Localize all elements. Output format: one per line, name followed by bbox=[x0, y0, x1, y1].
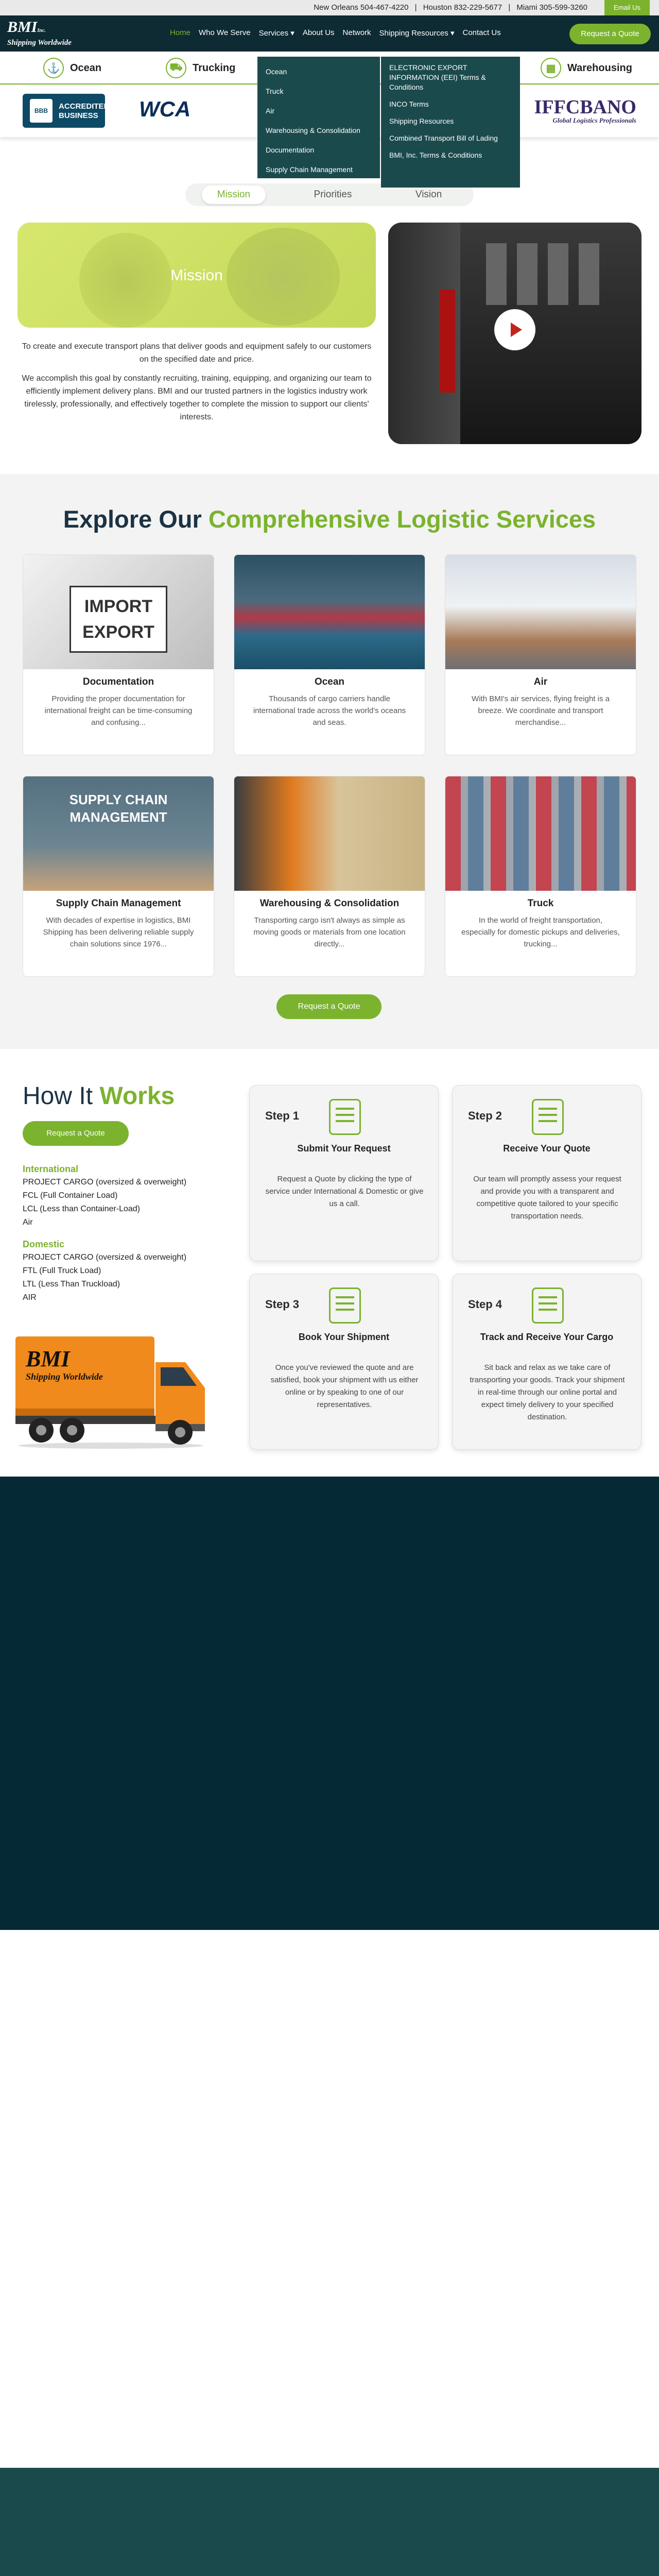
services-request-quote-button[interactable]: Request a Quote bbox=[276, 994, 381, 1019]
dropdown-item-supply-chain[interactable]: Supply Chain Management bbox=[266, 165, 353, 174]
truck-brand-text: BMI bbox=[26, 1346, 70, 1371]
step-number: Step 4 bbox=[468, 1298, 502, 1311]
how-it-works-section bbox=[0, 1049, 659, 1477]
intl-item-air[interactable]: Air bbox=[23, 1218, 33, 1227]
service-card-ocean[interactable] bbox=[234, 554, 425, 755]
services-title bbox=[0, 505, 659, 533]
step-number: Step 1 bbox=[265, 1109, 300, 1122]
services-title-a: Explore Our bbox=[63, 505, 209, 533]
step-title: Book Your Shipment bbox=[298, 1332, 390, 1342]
dropdown-item-documentation[interactable]: Documentation bbox=[266, 146, 315, 154]
dropdown-item-bill-of-lading[interactable]: Combined Transport Bill of Lading bbox=[389, 134, 498, 142]
tab-mission[interactable]: Mission bbox=[202, 185, 266, 204]
intl-item-fcl[interactable]: FCL (Full Container Load) bbox=[23, 1191, 118, 1200]
step-title: Receive Your Quote bbox=[503, 1143, 591, 1154]
service-card-documentation[interactable] bbox=[23, 554, 214, 755]
service-card-air[interactable] bbox=[445, 554, 636, 755]
mission-paragraph-2: We accomplish this goal by constantly recruiting, training, equipping, and organizing our team to efficiently implement delivery plans. BMI and our trusted partners in the logistics industry work tirelessly, professionally, and effectively together to complete the mission to support our clients' interests. bbox=[22, 374, 372, 421]
service-card-supply-chain[interactable] bbox=[23, 776, 214, 977]
service-title: Warehousing & Consolidation bbox=[259, 898, 400, 909]
how-title-a: How It bbox=[23, 1082, 100, 1110]
service-text: With decades of expertise in logistics, BMI Shipping has been delivering reliable supply chain solutions since 1976... bbox=[43, 916, 194, 948]
ocean-icon: ⚓ bbox=[43, 58, 64, 78]
logo-tagline: Shipping Worldwide bbox=[7, 39, 72, 47]
phone-numbers bbox=[311, 3, 589, 12]
booking-icon bbox=[329, 1287, 361, 1324]
service-text: Thousands of cargo carriers handle international trade across the world's oceans and seas. bbox=[253, 694, 406, 727]
shipping-resources-dropdown bbox=[381, 57, 520, 188]
mode-ocean-label: Ocean bbox=[70, 62, 102, 74]
warehouse-icon: ▦ bbox=[541, 58, 561, 78]
mode-warehousing-label: Warehousing bbox=[567, 62, 632, 74]
how-request-quote-button[interactable]: Request a Quote bbox=[23, 1121, 129, 1146]
iffcbano-name: IFFCBANO bbox=[534, 96, 636, 118]
service-card-truck[interactable] bbox=[445, 776, 636, 977]
request-form-icon bbox=[329, 1099, 361, 1135]
nav-menu bbox=[170, 28, 501, 38]
service-title: Truck bbox=[527, 898, 554, 909]
service-text: With BMI's air services, flying freight is a breeze. We coordinate and transport merchandise... bbox=[472, 694, 610, 727]
service-title: Supply Chain Management bbox=[56, 898, 181, 909]
step-title: Submit Your Request bbox=[297, 1143, 391, 1154]
service-title: Documentation bbox=[82, 676, 154, 687]
documentation-image bbox=[23, 555, 214, 669]
tab-vision[interactable]: Vision bbox=[415, 189, 442, 200]
service-text: Providing the proper documentation for international freight can be time-consuming and confusing... bbox=[44, 694, 193, 727]
nav-item-services[interactable]: Services ▾ bbox=[258, 29, 294, 38]
logo-text: BMI bbox=[7, 19, 38, 36]
mode-trucking[interactable] bbox=[166, 57, 235, 79]
step-card-4 bbox=[452, 1274, 641, 1450]
bbb-seal-icon: BBB bbox=[30, 99, 53, 123]
play-icon bbox=[511, 323, 522, 337]
mission-text bbox=[18, 340, 376, 430]
dropdown-item-warehousing[interactable]: Warehousing & Consolidation bbox=[266, 126, 360, 134]
mission-paragraph-1: To create and execute transport plans that deliver goods and equipment safely to our customers on the specified date and price. bbox=[22, 342, 372, 364]
how-title-b: Works bbox=[99, 1082, 175, 1110]
warehousing-image bbox=[234, 776, 425, 891]
truck-icon: ⛟ bbox=[166, 58, 186, 78]
service-title: Ocean bbox=[314, 676, 345, 687]
step-title: Track and Receive Your Cargo bbox=[480, 1332, 614, 1342]
step-number: Step 2 bbox=[468, 1109, 502, 1122]
step-text: Request a Quote by clicking the type of service under International & Domestic or give us a call. bbox=[265, 1175, 424, 1208]
nav-item-network[interactable]: Network bbox=[342, 28, 371, 37]
step-text: Sit back and relax as we take care of transporting your goods. Track your shipment in real-time through our online portal and expect timely delivery to your specified destination. bbox=[470, 1363, 625, 1421]
logo-sup: Inc. bbox=[37, 28, 46, 33]
mission-title: Mission bbox=[170, 267, 223, 284]
iffcbano-logo bbox=[534, 96, 636, 125]
wca-logo: WCA bbox=[139, 97, 191, 121]
video-thumbnail-detail bbox=[440, 290, 455, 393]
dropdown-item-inco-terms[interactable]: INCO Terms bbox=[389, 100, 429, 108]
iffcbano-tagline: Global Logistics Professionals bbox=[552, 116, 636, 124]
top-contact-bar bbox=[0, 0, 659, 15]
blank-section bbox=[0, 1930, 659, 2468]
dropdown-item-air[interactable]: Air bbox=[266, 107, 275, 115]
tracking-package-icon bbox=[532, 1287, 564, 1324]
services-title-b: Comprehensive Logistic Services bbox=[208, 505, 596, 533]
mode-ocean[interactable] bbox=[43, 57, 101, 79]
step-card-1 bbox=[249, 1085, 439, 1261]
import-text: IMPORT bbox=[84, 597, 153, 616]
main-navigation bbox=[0, 15, 659, 52]
phone-miami[interactable]: Miami 305-599-3260 bbox=[516, 3, 587, 12]
dom-item-air[interactable]: AIR bbox=[23, 1293, 37, 1302]
dom-item-ftl[interactable]: FTL (Full Truck Load) bbox=[23, 1266, 101, 1275]
nav-item-about-us[interactable]: About Us bbox=[302, 28, 335, 37]
separator: | bbox=[508, 3, 511, 12]
container-top bbox=[486, 243, 507, 305]
truck-image bbox=[445, 776, 636, 891]
bmi-logo[interactable] bbox=[7, 20, 105, 47]
bbb-label: ACCREDITED BUSINESS bbox=[59, 102, 110, 120]
footer bbox=[0, 2468, 659, 2576]
phone-new-orleans[interactable]: New Orleans 504-467-4220 bbox=[314, 3, 409, 12]
service-text: Transporting cargo isn't always as simple as moving goods or materials from one location directly... bbox=[253, 916, 406, 948]
phone-houston[interactable]: Houston 832-229-5677 bbox=[423, 3, 502, 12]
dom-item-project-cargo[interactable]: PROJECT CARGO (oversized & overweight) bbox=[23, 1253, 187, 1262]
scm-image-text: SUPPLY CHAIN MANAGEMENT bbox=[69, 792, 168, 825]
container-top bbox=[517, 243, 537, 305]
container-top bbox=[548, 243, 568, 305]
dropdown-item-bmi-terms[interactable]: BMI, Inc. Terms & Conditions bbox=[389, 151, 482, 159]
video-player[interactable] bbox=[388, 223, 641, 444]
nav-item-shipping-resources[interactable]: Shipping Resources ▾ bbox=[379, 29, 455, 38]
nav-item-who-we-serve[interactable]: Who We Serve bbox=[199, 28, 251, 37]
services-section bbox=[0, 474, 659, 1049]
export-text: EXPORT bbox=[82, 622, 154, 642]
mode-trucking-label: Trucking bbox=[193, 62, 236, 74]
ocean-image bbox=[234, 555, 425, 669]
supply-chain-image bbox=[23, 776, 214, 891]
air-image bbox=[445, 555, 636, 669]
separator: | bbox=[414, 3, 417, 12]
dropdown-item-eei-terms[interactable]: ELECTRONIC EXPORT INFORMATION (EEI) Terms & Conditions bbox=[389, 63, 486, 91]
tab-priorities[interactable]: Priorities bbox=[314, 189, 352, 200]
international-heading: International bbox=[23, 1164, 79, 1174]
mission-card bbox=[18, 223, 376, 328]
step-card-2 bbox=[452, 1085, 641, 1261]
dark-content-section bbox=[0, 1477, 659, 1930]
play-button[interactable] bbox=[494, 309, 535, 350]
intl-item-project-cargo[interactable]: PROJECT CARGO (oversized & overweight) bbox=[23, 1178, 187, 1187]
dropdown-item-truck[interactable]: Truck bbox=[266, 87, 284, 95]
step-card-3 bbox=[249, 1274, 439, 1450]
truck-tagline-text: Shipping Worldwide bbox=[26, 1371, 103, 1382]
step-number: Step 3 bbox=[265, 1298, 300, 1311]
services-dropdown bbox=[257, 57, 380, 178]
nav-item-home[interactable]: Home bbox=[170, 28, 191, 37]
domestic-heading: Domestic bbox=[23, 1239, 65, 1249]
service-title: Air bbox=[533, 676, 548, 687]
quote-document-icon bbox=[532, 1099, 564, 1135]
intl-item-lcl[interactable]: LCL (Less than Container-Load) bbox=[23, 1205, 140, 1213]
step-text: Once you've reviewed the quote and are satisfied, book your shipment with us either online or by speaking to one of our representatives. bbox=[270, 1363, 419, 1409]
bmi-truck-illustration bbox=[10, 1331, 211, 1450]
service-card-warehousing[interactable] bbox=[234, 776, 425, 977]
how-title bbox=[23, 1082, 175, 1110]
dropdown-item-ocean[interactable]: Ocean bbox=[266, 67, 287, 76]
bbb-badge[interactable] bbox=[23, 94, 110, 128]
dropdown-item-shipping-resources[interactable]: Shipping Resources bbox=[389, 117, 454, 125]
email-us-button[interactable]: Email Us bbox=[604, 0, 650, 15]
nav-item-contact-us[interactable]: Contact Us bbox=[462, 28, 501, 37]
mode-warehousing[interactable] bbox=[541, 57, 632, 79]
dom-item-ltl[interactable]: LTL (Less Than Truckload) bbox=[23, 1280, 120, 1289]
request-quote-button[interactable]: Request a Quote bbox=[569, 24, 651, 44]
service-text: In the world of freight transportation, especially for domestic pickups and deliveries, trucking... bbox=[461, 916, 620, 948]
container-top bbox=[579, 243, 599, 305]
step-text: Our team will promptly assess your request and provide you with a transparent and competitive quote tailored to your specific transportation needs. bbox=[473, 1175, 621, 1221]
service-type-list bbox=[23, 1158, 186, 1304]
